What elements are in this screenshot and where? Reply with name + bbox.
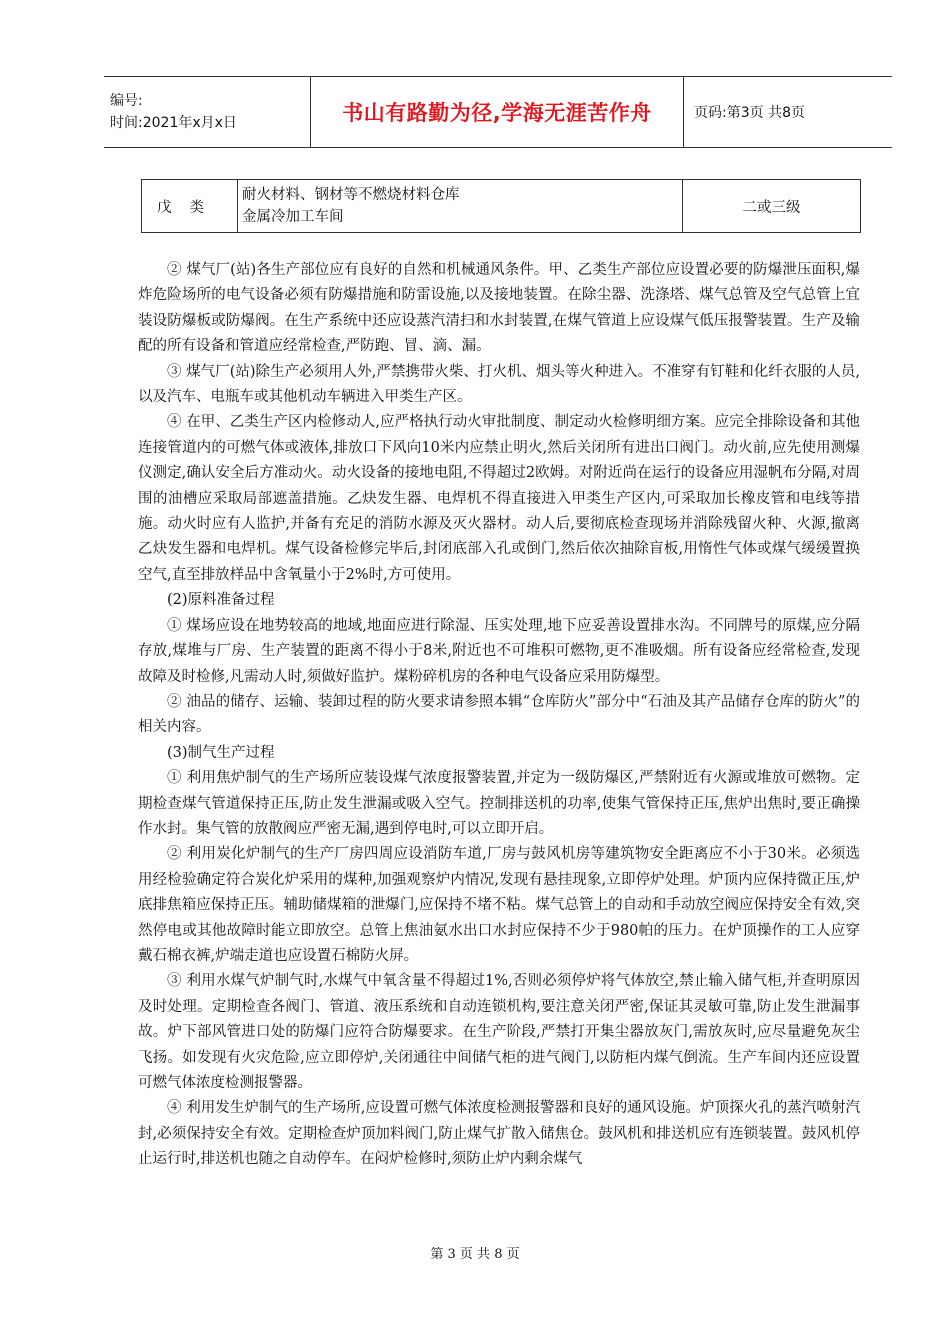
paragraph: ② 煤气厂(站)各生产部位应有良好的自然和机械通风条件。甲、乙类生产部位应设置必要的防爆泄压面积,爆炸危险场所的电气设备必须有防爆措施和防雷设施,以及接地装置。在除尘器、洗涤塔、煤气总管及空气总管上宜装设防爆板或防爆阀。在生产系统中还应设蒸汽清扫和水封装置,在煤气管道上应设煤气低压报警装置。生产及输配的所有设备和管道应经常检查,严防跑、冒、滴、漏。: [138, 262, 860, 355]
paragraph: ② 油品的储存、运输、装卸过程的防火要求请参照本辑“仓库防火”部分中“石油及其产品储存仓库的防火”的相关内容。: [138, 693, 860, 736]
paragraph: ① 利用焦炉制气的生产场所应装设煤气浓度报警装置,并定为一级防爆区,严禁附近有火源或堆放可燃物。定期检查煤气管道保持正压,防止发生泄漏或吸入空气。控制排送机的功率,使集气管保持正压,焦炉出焦时,要正确操作水封。集气管的放散阀应严密无漏,遇到停电时,可以立即开启。: [138, 770, 860, 837]
page-label: 页码:第3页 共8页: [694, 105, 805, 121]
section-heading: (2)原料准备过程: [167, 592, 275, 609]
motto-text: 书山有路勤为径,学海无涯苦作舟: [342, 101, 652, 125]
class-level: 二或三级: [742, 199, 801, 216]
document-body: [138, 258, 860, 1173]
paragraph: ① 煤场应设在地势较高的地域,地面应进行除湿、压实处理,地下应妥善设置排水沟。不同牌号的原煤,应分隔存放,煤堆与厂房、生产装置的距离不得小于8米,附近也不可堆积可燃物,更不准吸烟。所有设备应经常检查,发现故障及时检修,凡需动人时,须做好监护。煤粉碎机房的各种电气设备应采用防爆型。: [138, 617, 860, 685]
paragraph: ④ 利用发生炉制气的生产场所,应设置可燃气体浓度检测报警器和良好的通风设施。炉顶探火孔的蒸汽喷射汽封,必须保持安全有效。定期检查炉顶加料阀门,防止煤气扩散入储焦仓。鼓风机和排送机应有连锁装置。鼓风机停止运行时,排送机也随之自动停车。在闷炉检修时,须防止炉内剩余煤气: [138, 1100, 860, 1168]
fire-class-table: [141, 179, 861, 233]
paragraph: ④ 在甲、乙类生产区内检修动人,应严格执行动火审批制度、制定动火检修明细方案。应完全排除设备和其他连接管道内的可燃气体或液体,排放口下风向10米内应禁止明火,然后关闭所有进出口阀门。动火前,应先使用测爆仪测定,确认安全后方准动火。动火设备的接地电阻,不得超过2欧姆。对附近尚在运行的设备应用湿帆布分隔,对周围的油槽应采取局部遮盖措施。乙炔发生器、电焊机不得直接进入甲类生产区内,可采取加长橡皮管和电线等措施。动火时应有人监护,并备有充足的消防水源及灭火器材。动人后,要彻底检查现场并消除残留火种、火源,撤离乙炔发生器和电焊机。煤气设备检修完毕后,封闭底部入孔或倒门,然后依次抽除盲板,用惰性气体或煤气缓缓置换空气,直至排放样品中含氧量小于2%时,方可使用。: [138, 414, 860, 583]
header-bar: [104, 76, 892, 148]
header-page-cell: [684, 77, 892, 147]
time-label: 时间:2021年x月x日: [110, 115, 237, 131]
class-category: 戊类: [142, 180, 238, 232]
paragraph: ③ 煤气厂(站)除生产必须用人外,严禁携带火柴、打火机、烟头等火种进入。不准穿有钉鞋和化纤衣服的人员,以及汽车、电瓶车或其他机动车辆进入甲类生产区。: [138, 363, 860, 406]
class-item: 耐火材料、钢材等不燃烧材料仓库: [242, 187, 460, 203]
class-item: 金属冷加工车间: [242, 209, 344, 225]
section-heading: (3)制气生产过程: [167, 744, 275, 761]
paragraph: ③ 利用水煤气炉制气时,水煤气中氧含量不得超过1%,否则必须停炉将气体放空,禁止输入储气柜,并查明原因及时处理。定期检查各阀门、管道、液压系统和自动连锁机构,要注意关闭严密,保证其灵敏可靠,防止发生泄漏事故。炉下部风管进口处的防爆门应符合防爆要求。在生产阶段,严禁打开集尘器放灰门,需放灰时,应尽量避免灰尘飞扬。如发现有火灾危险,应立即停炉,关闭通往中间储气柜的进气阀门,以防柜内煤气倒流。生产车间内还应设置可燃气体浓度检测报警器。: [138, 973, 860, 1091]
class-items: [238, 180, 683, 232]
page-footer: 第 3 页 共 8 页: [430, 1247, 520, 1262]
paragraph: ② 利用炭化炉制气的生产厂房四周应设消防车道,厂房与鼓风机房等建筑物安全距离应不小于30米。必须选用经检验确定符合炭化炉采用的煤种,加强观察炉内情况,发现有悬挂现象,立即停炉处理。炉顶内应保持微正压,炉底排焦箱应保持正压。辅助储煤箱的泄爆门,应保持不堵不粘。煤气总管上的自动和手动放空阀应保持安全有效,突然停电或其他故障时能立即放空。总管上焦油氨水出口水封应保持不少于980帕的压力。在炉顶操作的工人应穿戴石棉衣裤,炉端走道也应设置石棉防火屏。: [138, 846, 860, 964]
header-motto-cell: [310, 77, 684, 147]
header-meta: [104, 77, 310, 147]
number-label: 编号:: [110, 93, 143, 109]
